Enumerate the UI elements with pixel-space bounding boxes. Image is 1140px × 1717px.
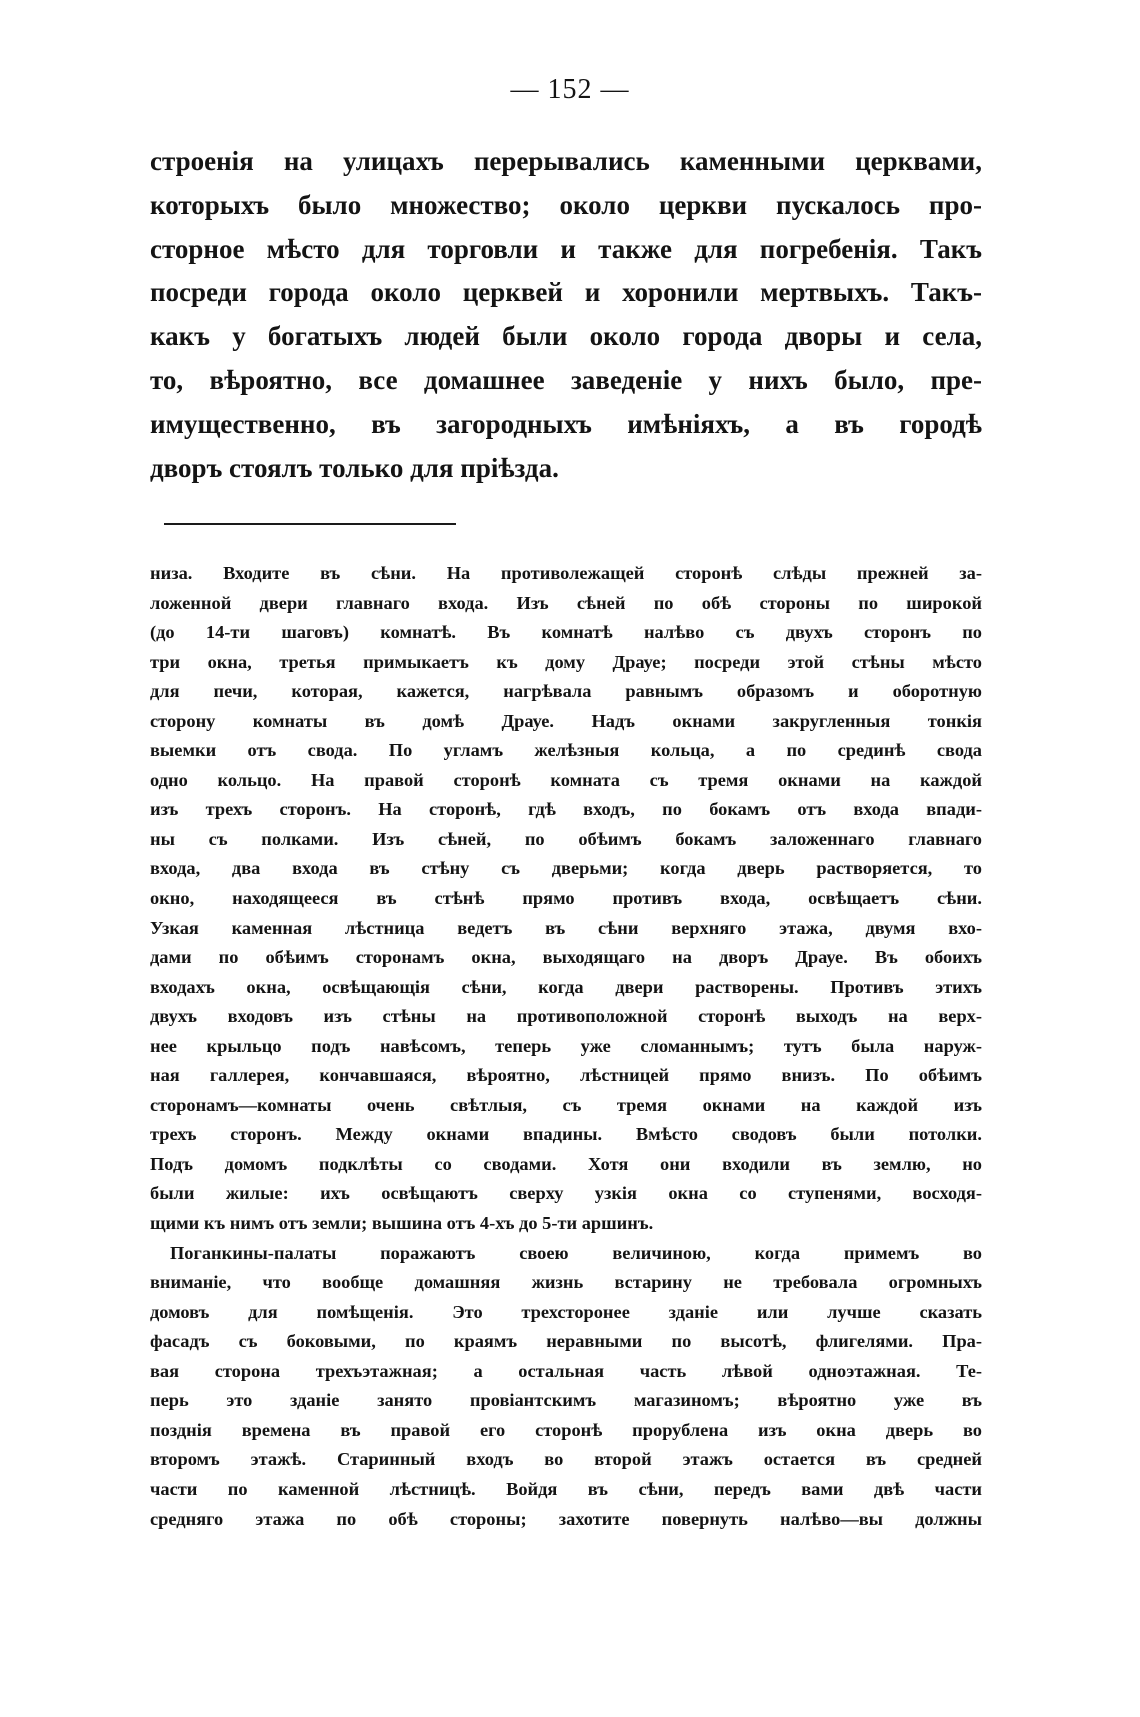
footnote-line: ложенной двери главнаго входа. Изъ сѣней по обѣ стороны по широкой xyxy=(150,592,982,613)
footnote-line: одно кольцо. На правой сторонѣ комната съ тремя окнами на каждой xyxy=(150,769,982,790)
footnote-line: Узкая каменная лѣстница ведетъ въ сѣни верхняго этажа, двумя вхо- xyxy=(150,917,982,938)
main-text-line: какъ у богатыхъ людей были около города дворы и села, xyxy=(150,321,982,352)
footnote-line: сторону комнаты въ домѣ Драуе. Надъ окнами закругленныя тонкія xyxy=(150,710,982,731)
footnote-line: сторонамъ—комнаты очень свѣтлыя, съ тремя окнами на каждой изъ xyxy=(150,1094,982,1115)
main-text-line: имущественно, въ загородныхъ имѣніяхъ, а въ городѣ xyxy=(150,408,982,439)
footnote-line: дами по обѣимъ сторонамъ окна, выходящаго на дворъ Драуе. Въ обоихъ xyxy=(150,947,982,968)
footnote-line: двухъ входовъ изъ стѣны на противоположной сторонѣ выходъ на верх- xyxy=(150,1006,982,1027)
footnote-line: (до 14-ти шаговъ) комнатѣ. Въ комнатѣ налѣво съ двухъ сторонъ по xyxy=(150,622,982,643)
main-text-line: которыхъ было множество; около церкви пускалось про- xyxy=(150,189,982,220)
footnote-line: входа, два входа въ стѣну съ дверьми; когда дверь растворяется, то xyxy=(150,858,982,879)
footnote-line: щими къ нимъ отъ земли; вышина отъ 4-хъ до 5-ти аршинъ. xyxy=(150,1213,654,1234)
footnote-line: ная галлерея, кончавшаяся, вѣроятно, лѣстницей прямо внизъ. По обѣимъ xyxy=(150,1065,982,1086)
footnote-line: средняго этажа по обѣ стороны; захотите повернуть налѣво—вы должны xyxy=(150,1508,982,1529)
footnote-block xyxy=(150,559,982,1534)
footnote-line: входахъ окна, освѣщающія сѣни, когда двери растворены. Противъ этихъ xyxy=(150,976,982,997)
footnote-line: трехъ сторонъ. Между окнами впадины. Вмѣсто сводовъ были потолки. xyxy=(150,1124,982,1145)
page-number: — 152 — xyxy=(510,74,630,105)
footnote-divider xyxy=(164,523,456,525)
footnote-line: нее крыльцо подъ навѣсомъ, теперь уже сломаннымъ; тутъ была наруж- xyxy=(150,1035,982,1056)
footnote-line: фасадъ съ боковыми, по краямъ неравными по высотѣ, флигелями. Пра- xyxy=(150,1331,982,1352)
footnote-line: Подъ домомъ подклѣты со сводами. Хотя они входили въ землю, но xyxy=(150,1153,982,1174)
main-text-line: сторное мѣсто для торговли и также для погребенія. Такъ xyxy=(150,233,982,264)
footnote-line: второмъ этажѣ. Старинный входъ во второй этажъ остается въ средней xyxy=(150,1449,982,1470)
footnote-line: для печи, которая, кажется, нагрѣвала равнымъ образомъ и оборотную xyxy=(150,681,982,702)
footnote-line: части по каменной лѣстницѣ. Войдя въ сѣни, передъ вами двѣ части xyxy=(150,1478,982,1499)
main-text-line: строенія на улицахъ перерывались каменными церквами, xyxy=(150,146,982,176)
main-text-line: посреди города около церквей и хоронили мертвыхъ. Такъ- xyxy=(150,277,982,308)
footnote-line: три окна, третья примыкаетъ къ дому Драуе; посреди этой стѣны мѣсто xyxy=(150,651,982,672)
footnote-line: низа. Входите въ сѣни. На противолежащей сторонѣ слѣды прежней за- xyxy=(150,563,982,583)
footnote-line: были жилые: ихъ освѣщаютъ сверху узкія окна со ступенями, восходя- xyxy=(150,1183,982,1204)
footnote-line: домовъ для помѣщенія. Это трехсторонее зданіе или лучше сказать xyxy=(150,1301,982,1322)
main-text-block xyxy=(150,140,982,490)
footnote-line: окно, находящееся въ стѣнѣ прямо противъ входа, освѣщаетъ сѣни. xyxy=(150,888,982,909)
footnote-line: перь это зданіе занято провіантскимъ магазиномъ; вѣроятно уже въ xyxy=(150,1390,982,1411)
footnote-line: позднія времена въ правой его сторонѣ прорублена изъ окна дверь во xyxy=(150,1419,982,1440)
footnote-line: вая сторона трехъэтажная; а остальная часть лѣвой одноэтажная. Те- xyxy=(150,1360,982,1381)
footnote-line: Поганкины-палаты поражаютъ своею величиною, когда примемъ во xyxy=(170,1242,982,1263)
footnote-line: выемки отъ свода. По угламъ желѣзныя кольца, а по срединѣ свода xyxy=(150,740,982,761)
main-text-line: дворъ стоялъ только для пріѣзда. xyxy=(150,452,559,483)
footnote-line: ны съ полками. Изъ сѣней, по обѣимъ бокамъ заложеннаго главнаго xyxy=(150,828,982,849)
footnote-line: вниманіе, что вообще домашняя жизнь встарину не требовала огромныхъ xyxy=(150,1272,982,1293)
footnote-line: изъ трехъ сторонъ. На сторонѣ, гдѣ входъ, по бокамъ отъ входа впади- xyxy=(150,799,982,820)
main-text-line: то, вѣроятно, все домашнее заведеніе у нихъ было, пре- xyxy=(150,364,982,395)
